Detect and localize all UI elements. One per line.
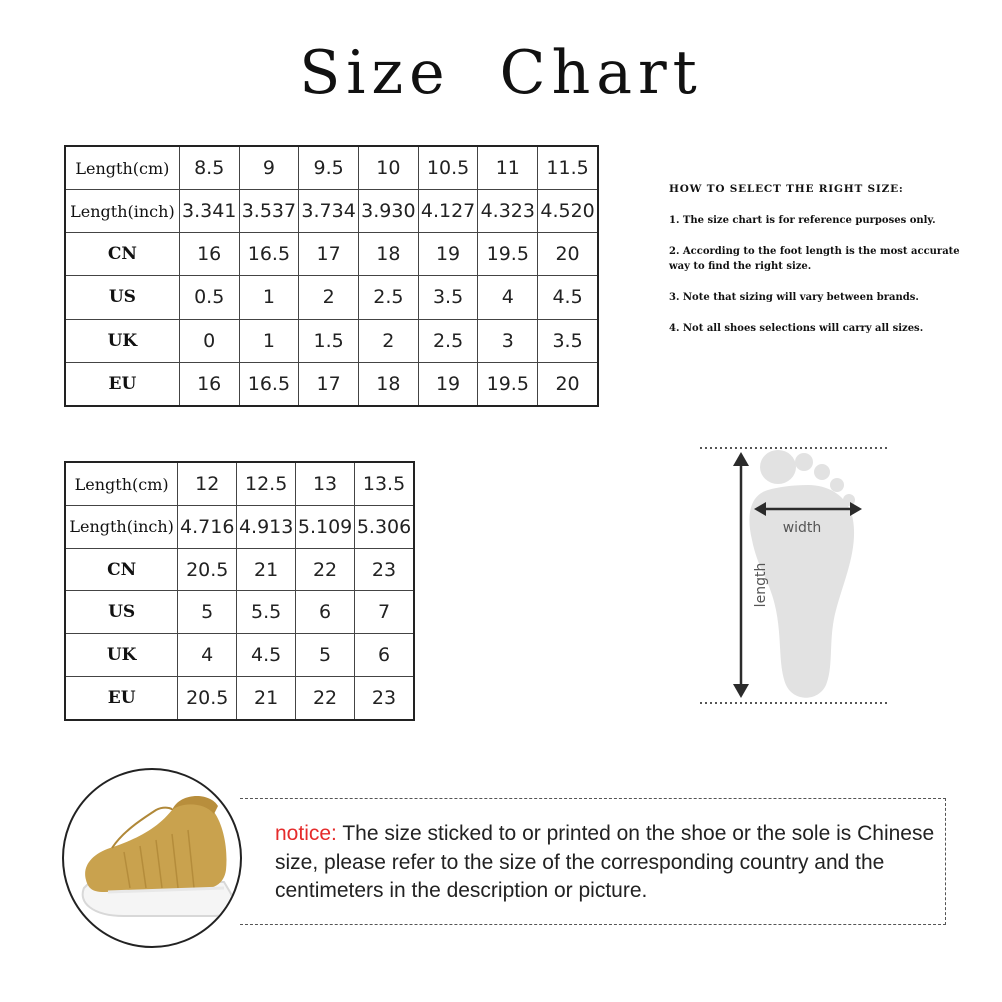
table-cell: 7	[355, 591, 414, 634]
size-guide-item: 4. Not all shoes selections will carry all sizes.	[669, 323, 924, 334]
table-cell: 3	[478, 319, 538, 362]
table-cell: 5	[296, 634, 355, 677]
table-cell: 13	[296, 462, 355, 506]
notice-message	[275, 820, 940, 906]
notice-body: The size sticked to or printed on the shoe or the sole is Chinese size, please refer to the size of the corresponding country and the centimeters in the description or picture.	[275, 822, 935, 902]
table-cell: 21	[237, 676, 296, 720]
table-cell: 3.537	[239, 190, 299, 233]
table-row	[65, 548, 414, 591]
table-cell: 18	[358, 233, 418, 276]
table-cell: 17	[299, 233, 359, 276]
row-label: US	[65, 591, 178, 634]
table-cell: 10	[358, 146, 418, 190]
table-cell: 19	[418, 362, 478, 406]
size-table-small	[64, 145, 599, 407]
shoe-photo	[62, 768, 242, 948]
table-cell: 1	[239, 276, 299, 319]
table-cell: 2.5	[358, 276, 418, 319]
size-guide-item: 1. The size chart is for reference purposes only.	[669, 215, 936, 226]
table-cell: 16.5	[239, 233, 299, 276]
table-cell: 2	[358, 319, 418, 362]
row-label: Length(cm)	[65, 462, 178, 506]
table-cell: 20	[538, 233, 598, 276]
table-cell: 12	[178, 462, 237, 506]
foot-measure-diagram	[698, 440, 890, 710]
table-cell: 5.306	[355, 506, 414, 549]
table-row	[65, 190, 598, 233]
size-guide-heading: HOW TO SELECT THE RIGHT SIZE:	[669, 183, 904, 195]
table-cell: 4.323	[478, 190, 538, 233]
table-cell: 2	[299, 276, 359, 319]
size-guide-item: 3. Note that sizing will vary between brands.	[669, 292, 919, 303]
table-cell: 16	[179, 233, 239, 276]
table-cell: 18	[358, 362, 418, 406]
table-cell: 5	[178, 591, 237, 634]
row-label: EU	[65, 676, 178, 720]
table-cell: 3.734	[299, 190, 359, 233]
table-row	[65, 462, 414, 506]
row-label: Length(cm)	[65, 146, 179, 190]
table-cell: 20.5	[178, 548, 237, 591]
table-cell: 13.5	[355, 462, 414, 506]
table-row	[65, 676, 414, 720]
table-row	[65, 362, 598, 406]
table-row	[65, 591, 414, 634]
table-cell: 4.520	[538, 190, 598, 233]
table-cell: 19.5	[478, 233, 538, 276]
table-cell: 4	[178, 634, 237, 677]
table-cell: 0.5	[179, 276, 239, 319]
length-arrow-icon	[733, 452, 749, 698]
table-cell: 4.913	[237, 506, 296, 549]
table-cell: 4.716	[178, 506, 237, 549]
table-cell: 4.127	[418, 190, 478, 233]
table-row	[65, 146, 598, 190]
table-cell: 4.5	[237, 634, 296, 677]
width-label: width	[782, 520, 822, 536]
size-guide	[669, 183, 979, 352]
table-cell: 17	[299, 362, 359, 406]
table-cell: 21	[237, 548, 296, 591]
table-cell: 22	[296, 548, 355, 591]
baby-sock-shoe-icon	[64, 770, 240, 946]
table-cell: 3.930	[358, 190, 418, 233]
table-cell: 20.5	[178, 676, 237, 720]
table-row	[65, 634, 414, 677]
table-cell: 11.5	[538, 146, 598, 190]
table-row	[65, 319, 598, 362]
table-cell: 3.5	[538, 319, 598, 362]
table-cell: 23	[355, 548, 414, 591]
table-cell: 1.5	[299, 319, 359, 362]
size-table-large	[64, 461, 415, 721]
table-cell: 12.5	[237, 462, 296, 506]
table-cell: 20	[538, 362, 598, 406]
table-cell: 22	[296, 676, 355, 720]
table-cell: 5.109	[296, 506, 355, 549]
row-label: US	[65, 276, 179, 319]
row-label: UK	[65, 634, 178, 677]
table-cell: 3.5	[418, 276, 478, 319]
length-label: length	[753, 562, 769, 608]
table-cell: 19.5	[478, 362, 538, 406]
table-cell: 16.5	[239, 362, 299, 406]
table-cell: 10.5	[418, 146, 478, 190]
table-cell: 9	[239, 146, 299, 190]
table-cell: 1	[239, 319, 299, 362]
table-row	[65, 276, 598, 319]
page-title: Size Chart	[299, 38, 703, 108]
table-row	[65, 233, 598, 276]
table-cell: 5.5	[237, 591, 296, 634]
table-cell: 19	[418, 233, 478, 276]
table-cell: 4.5	[538, 276, 598, 319]
table-cell: 0	[179, 319, 239, 362]
table-cell: 4	[478, 276, 538, 319]
table-row	[65, 506, 414, 549]
notice-label: notice:	[275, 822, 337, 845]
row-label: Length(inch)	[65, 506, 178, 549]
table-cell: 11	[478, 146, 538, 190]
row-label: CN	[65, 548, 178, 591]
table-cell: 6	[355, 634, 414, 677]
table-cell: 8.5	[179, 146, 239, 190]
row-label: UK	[65, 319, 179, 362]
row-label: CN	[65, 233, 179, 276]
table-cell: 16	[179, 362, 239, 406]
table-cell: 2.5	[418, 319, 478, 362]
size-guide-item: 2. According to the foot length is the most accurate way to find the right size.	[669, 246, 960, 272]
table-cell: 23	[355, 676, 414, 720]
row-label: EU	[65, 362, 179, 406]
table-cell: 3.341	[179, 190, 239, 233]
table-cell: 9.5	[299, 146, 359, 190]
row-label: Length(inch)	[65, 190, 179, 233]
table-cell: 6	[296, 591, 355, 634]
